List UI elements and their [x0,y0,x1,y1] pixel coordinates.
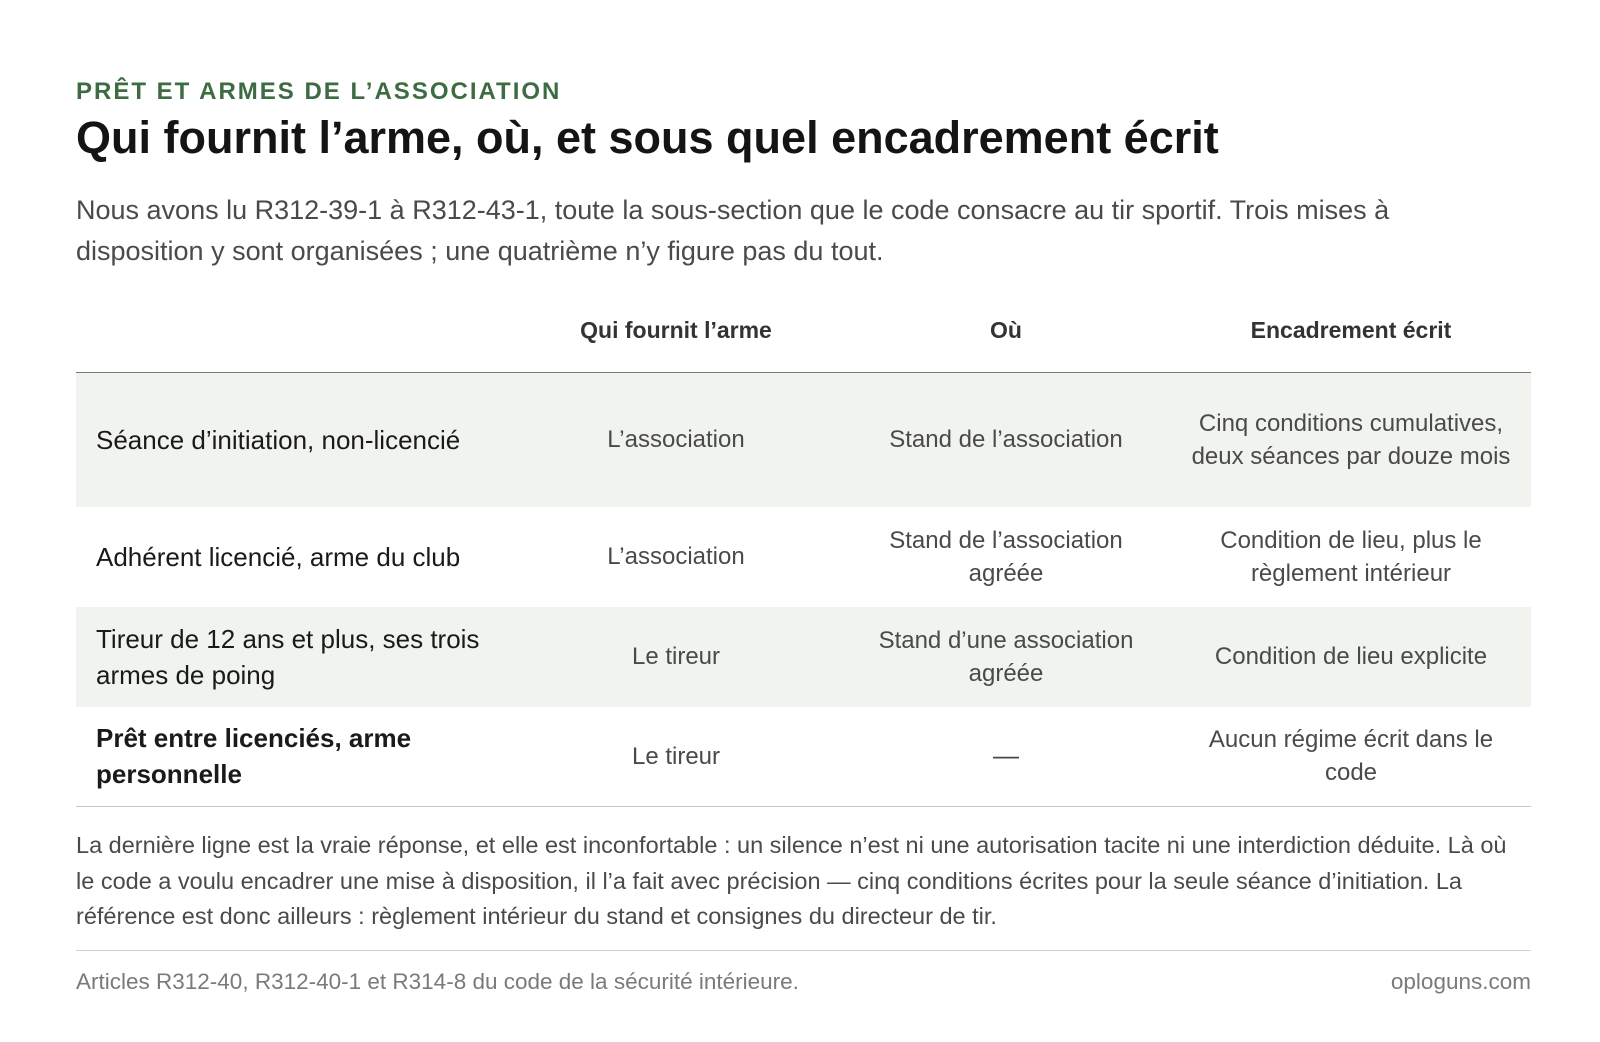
cell-place: Stand d’une association agréée [841,607,1171,707]
cell-provider: L’association [511,373,841,507]
table-header-row [76,298,1531,373]
cell-framework: Cinq conditions cumulatives, deux séances par douze mois [1171,373,1531,507]
table-row [76,707,1531,807]
conclusion-note: La dernière ligne est la vraie réponse, et elle est inconfortable : un silence n’est ni une autorisation tacite ni une interdiction déduite. Là où le code a voulu encadrer une mise à disposition, il l’a fait avec précision — cinq conditions écrites pour la seule séance d’initiation. La référence est donc ailleurs : règlement intérieur du stand et consignes du directeur de tir. [76,832,1507,929]
column-header-framework: Encadrement écrit [1171,298,1531,373]
cell-framework: Condition de lieu explicite [1171,607,1531,707]
cell-provider: Le tireur [511,607,841,707]
cell-framework: Condition de lieu, plus le règlement intérieur [1220,526,1482,587]
row-label: Tireur de 12 ans et plus, ses trois armes de poing [76,607,511,707]
table-row [76,607,1531,707]
source-citation: Articles R312-40, R312-40-1 et R314-8 du code de la sécurité intérieure. [76,969,799,994]
intro-paragraph: Nous avons lu R312-39-1 à R312-43-1, toute la sous-section que le code consacre au tir sportif. Trois mises à disposition y sont organisées ; une quatrième n’y figure pas du tout. [76,195,1390,266]
column-header-place: Où [841,298,1171,373]
cell-framework: Aucun régime écrit dans le code [1171,707,1531,807]
table-row [76,373,1531,507]
column-header-provider: Qui fournit l’arme [511,298,841,373]
row-label: Prêt entre licenciés, arme personnelle [76,707,511,807]
site-credit: oploguns.com [1390,969,1531,994]
cell-provider: Le tireur [511,707,841,807]
cell-place: Stand de l’association agréée [889,526,1123,587]
page-title: Qui fournit l’arme, où, et sous quel encadrement écrit [76,112,1219,163]
row-label: Séance d’initiation, non-licencié [76,373,511,507]
footer-divider [76,950,1531,951]
section-eyebrow: PRÊT ET ARMES DE L’ASSOCIATION [76,78,562,105]
cell-place: Stand de l’association [841,373,1171,507]
empty-dash: — [993,740,1019,771]
comparison-table [76,298,1531,807]
row-label: Adhérent licencié, arme du club [96,541,461,572]
cell-place [841,707,1171,807]
cell-provider: L’association [607,543,745,570]
column-header-case [76,298,511,373]
table-row [76,507,1531,607]
